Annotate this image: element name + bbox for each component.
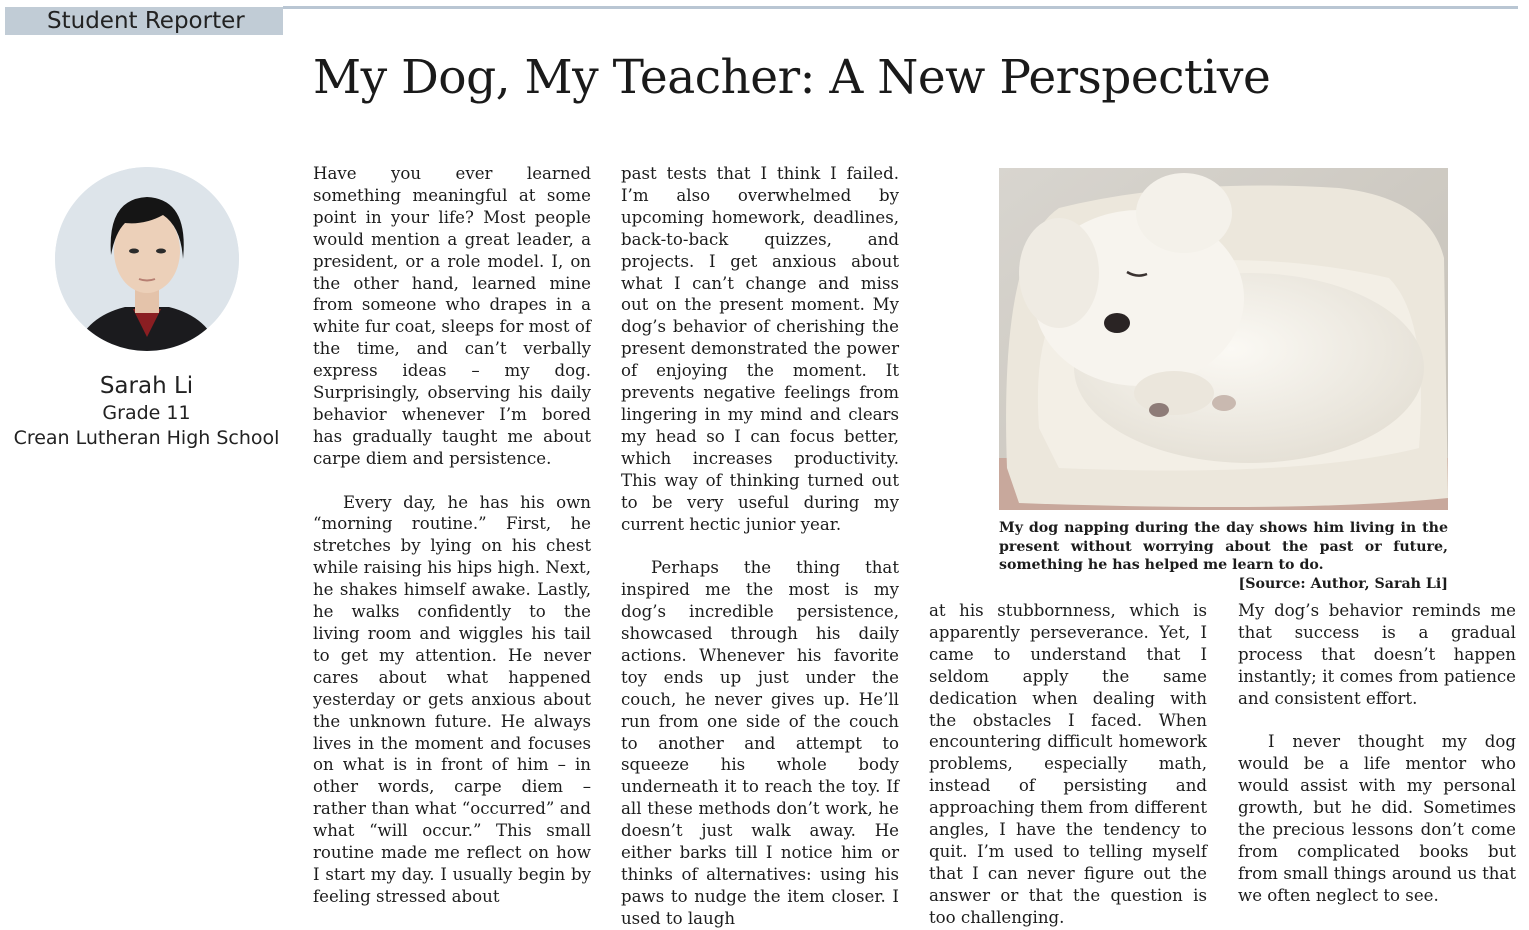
photo-caption <box>999 519 1448 593</box>
author-block <box>5 167 288 449</box>
article-paragraph: Have you ever learned something meaningful at some point in your life? Most people would mention a great leader, a president, or a role model. I, on the other hand, learned mine from someone who drapes in a white fur coat, sleeps for most of the time, and can’t verbally express ideas – my dog. Surprisingly, observing his daily behavior whenever I’m bored has gradually taught me about carpe diem and persistence. <box>313 164 591 468</box>
section-rule <box>283 6 1518 9</box>
author-name: Sarah Li <box>99 373 194 399</box>
photo-caption-text: My dog napping during the day shows him living in the present without worrying about the past or future, something he has helped me learn to do. <box>999 520 1448 573</box>
article-column-4 <box>1238 600 1516 907</box>
article-paragraph: Every day, he has his own “morning routine.” First, he stretches by lying on his chest while raising his hips high. Next, he shakes himself awake. Lastly, he walks confidently to the living room and wiggles his tail to get my attention. He never cares about what happened yesterday or gets anxious about the unknown future. He always lives in the moment and focuses on what is in front of him – in other words, carpe diem – rather than what “occurred” and what “will occur.” This small routine made me reflect on how I start my day. I usually begin by feeling stressed about <box>313 492 591 906</box>
author-grade: Grade 11 <box>102 402 191 424</box>
dog-photo <box>999 168 1448 510</box>
section-label: Student Reporter <box>5 7 283 35</box>
article-paragraph: I never thought my dog would be a life mentor who would assist with my personal growth, but he did. Sometimes the precious lessons don’t come from complicated books but from small things around us that we often neglect to see. <box>1238 732 1516 905</box>
article-column-3 <box>929 600 1207 929</box>
author-avatar <box>55 167 239 351</box>
article-paragraph: My dog’s behavior reminds me that success is a gradual process that doesn’t happen instantly; it comes from patience and consistent effort. <box>1238 601 1516 708</box>
article-paragraph: Perhaps the thing that inspired me the most is my dog’s incredible persistence, showcased through his daily actions. Whenever his favorite toy ends up just under the couch, he never gives up. He’ll run from one side of the couch to another and attempt to squeeze his whole body underneath it to reach the toy. If all these methods don’t work, he doesn’t just walk away. He either barks till I notice him or thinks of alternatives: using his paws to nudge the item closer. I used to laugh <box>621 558 899 928</box>
article-column-1 <box>313 163 591 908</box>
photo-credit: [Source: Author, Sarah Li] <box>1238 575 1448 592</box>
author-school: Crean Lutheran High School <box>13 427 280 449</box>
article-column-2 <box>621 163 899 930</box>
article-paragraph: at his stubbornness, which is apparently perseverance. Yet, I came to understand that I seldom apply the same dedication when dealing with the obstacles I faced. When encountering difficult homework problems, especially math, instead of persisting and approaching them from different angles, I have the tendency to quit. I’m used to telling myself that I can never figure out the answer or that the question is too challenging. <box>929 601 1207 927</box>
article-headline: My Dog, My Teacher: A New Perspective <box>313 50 1271 105</box>
article-paragraph: past tests that I think I failed. I’m also overwhelmed by upcoming homework, deadlines, back-to-back quizzes, and projects. I get anxious about what I can’t change and miss out on the present moment. My dog’s behavior of cherishing the present demonstrated the power of enjoying the moment. It prevents negative feelings from lingering in my mind and clears my head so I can focus better, which increases productivity. This way of thinking turned out to be very useful during my current hectic junior year. <box>621 164 899 534</box>
